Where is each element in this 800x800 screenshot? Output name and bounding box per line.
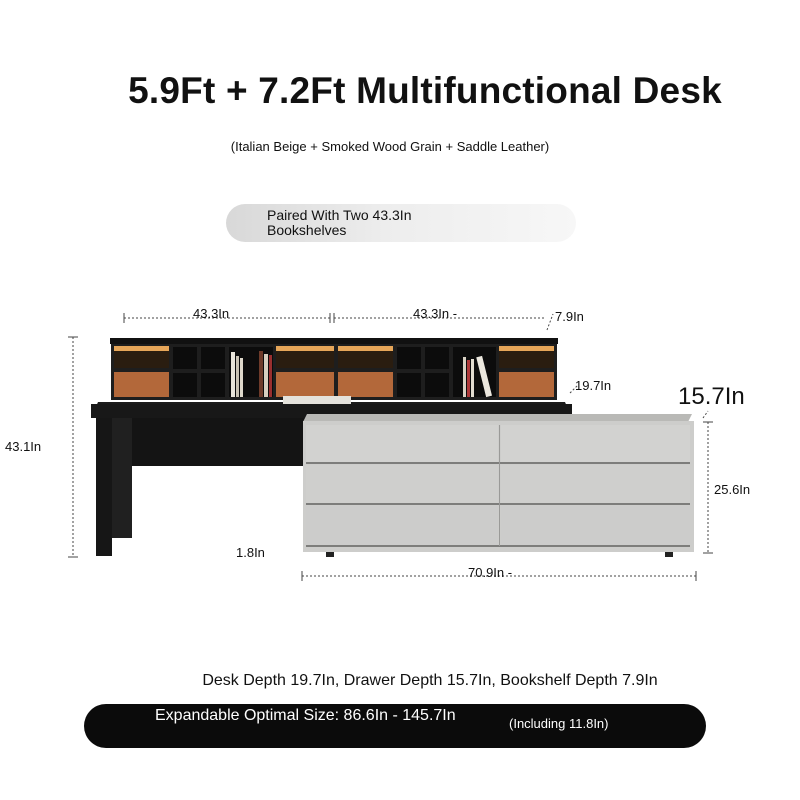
page-title: 5.9Ft + 7.2Ft Multifunctional Desk: [128, 70, 722, 111]
size-label: Expandable Optimal Size: 86.6In - 145.7In: [155, 707, 456, 724]
size-note: (Including 11.8In): [509, 716, 609, 731]
badge-text: Paired With Two 43.3In Bookshelves: [267, 207, 412, 238]
dim-total-height: 43.1In: [5, 439, 42, 454]
dim-drawer-height: 25.6In: [714, 482, 751, 497]
dim-shelf-right-width: 43.3In -: [413, 306, 458, 321]
dim-leg-height: 1.8In: [236, 545, 265, 560]
depth-summary: Desk Depth 19.7In, Drawer Depth 15.7In, Bookshelf Depth 7.9In: [202, 672, 658, 689]
bookshelf-hutch: [110, 338, 558, 400]
dim-drawer-depth: 15.7In: [678, 383, 745, 410]
drawer-cabinet: [303, 414, 694, 557]
dim-drawer-width: 70.9In -: [468, 565, 513, 580]
dim-desk-depth: 19.7In: [575, 378, 612, 393]
dim-shelf-depth: 7.9In: [555, 309, 584, 324]
subtitle: (Italian Beige + Smoked Wood Grain + Saddle Leather): [230, 139, 550, 154]
dim-shelf-left-width: 43.3In: [193, 306, 230, 321]
